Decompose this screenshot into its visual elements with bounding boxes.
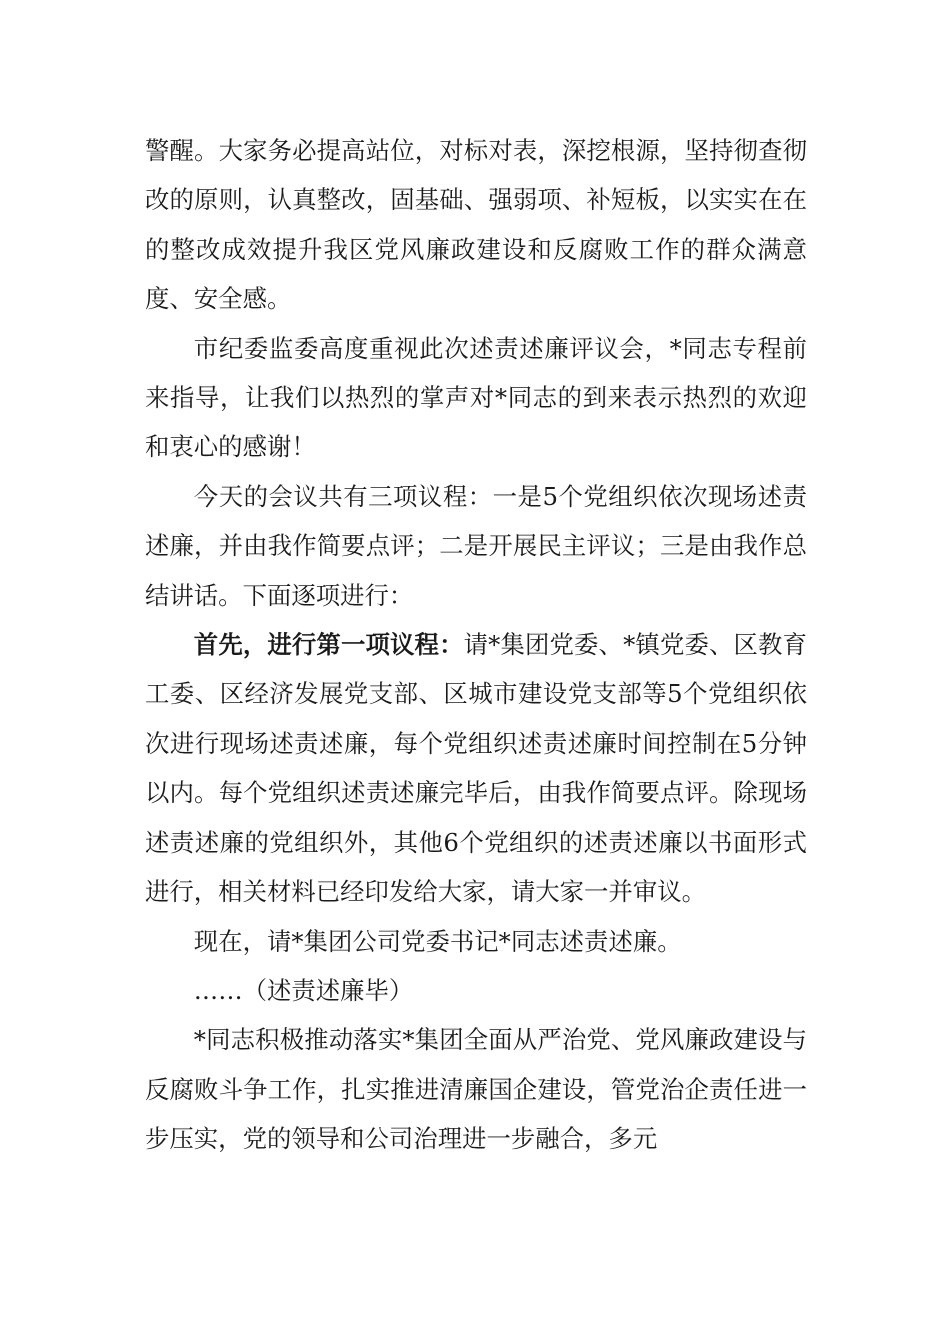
paragraph-text: *同志积极推动落实*集团全面从严治党、党风廉政建设与反腐败斗争工作，扎实推进清廉国企建设，管党治企责任进一步压实，党的领导和公司治理进一步融合，多元 [145,1025,807,1154]
paragraph-text: 请*集团党委、*镇党委、区教育工委、区经济发展党支部、区城市建设党支部等5个党组织依次进行现场述责述廉，每个党组织述责述廉时间控制在5分钟以内。每个党组织述责述廉完毕后，由我作简要点评。除现场述责述廉的党组织外，其他6个党组织的述责述廉以书面形式进行，相关材料已经印发给大家，请大家一并审议。 [145,630,807,907]
paragraph-text: 警醒。大家务必提高站位，对标对表，深挖根源，坚持彻查彻改的原则，认真整改，固基础、强弱项、补短板，以实实在在的整改成效提升我区党风廉政建设和反腐败工作的群众满意度、安全感。 [145,136,807,314]
paragraph-6 [145,966,807,1015]
paragraph-2 [145,324,807,472]
paragraph-1 [145,126,807,324]
paragraph-text: 今天的会议共有三项议程：一是5个党组织依次现场述责述廉，并由我作简要点评；二是开展民主评议；三是由我作总结讲话。下面逐项进行： [145,481,807,610]
document-body [145,126,807,1164]
paragraph-7 [145,1015,807,1163]
paragraph-text: 市纪委监委高度重视此次述责述廉评议会，*同志专程前来指导，让我们以热烈的掌声对*同志的到来表示热烈的欢迎和衷心的感谢！ [145,333,807,462]
paragraph-4 [145,620,807,916]
paragraph-text: 现在，请*集团公司党委书记*同志述责述廉。 [193,926,682,956]
paragraph-bold-lead: 首先，进行第一项议程： [193,630,464,660]
paragraph-3 [145,472,807,620]
paragraph-text: ……（述责述廉毕） [193,975,414,1005]
paragraph-5 [145,917,807,966]
